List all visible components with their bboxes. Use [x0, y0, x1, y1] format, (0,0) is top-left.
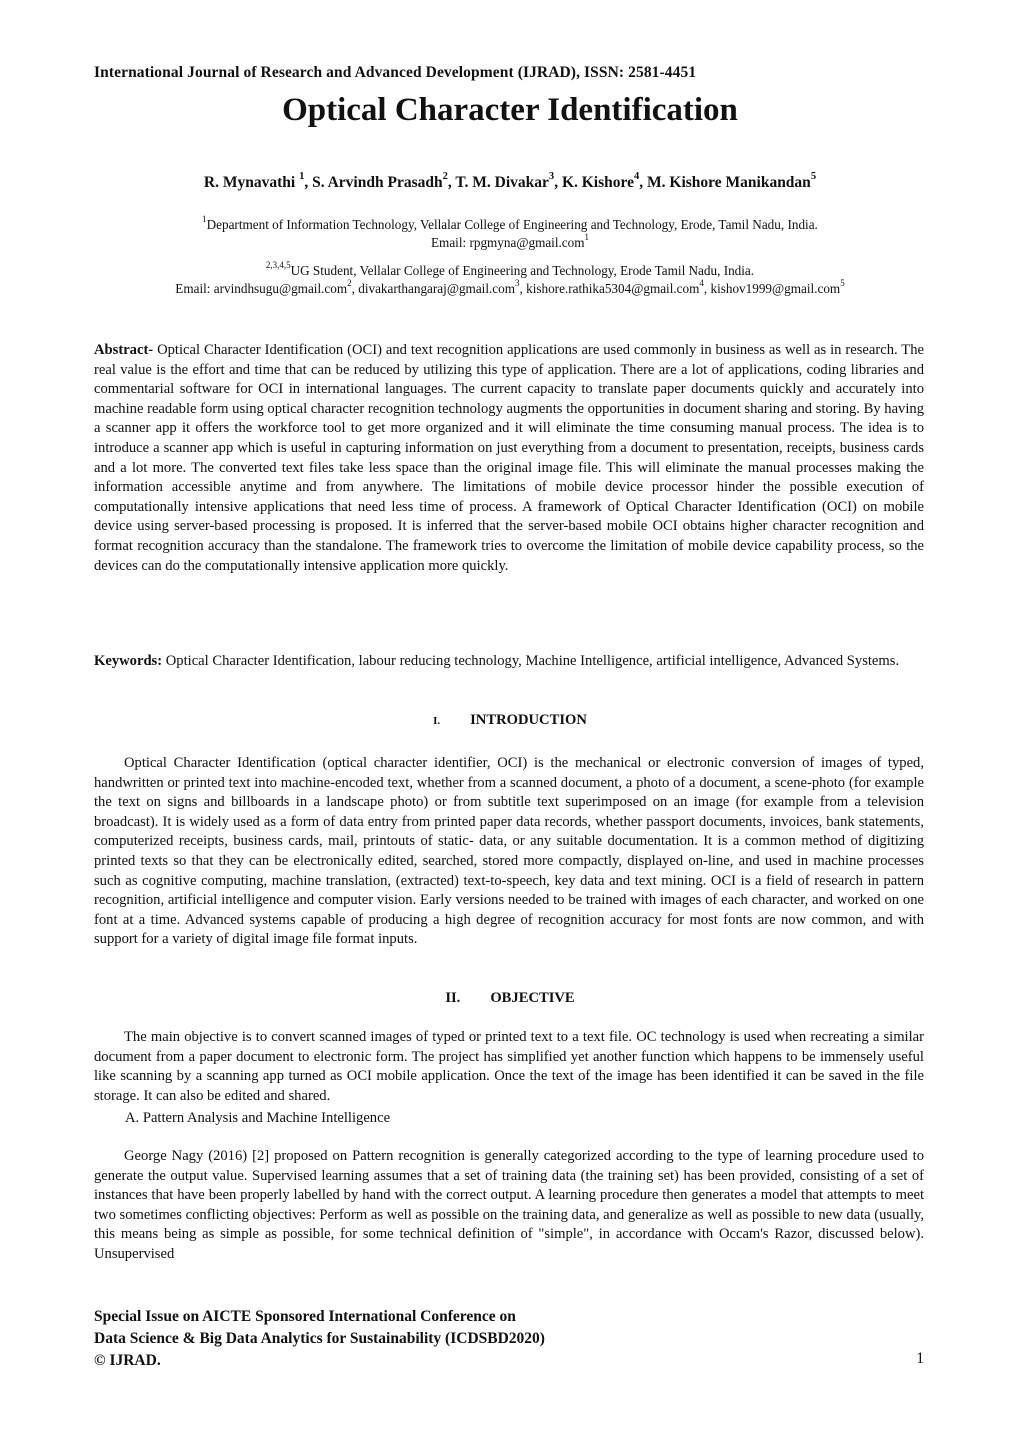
email-2[interactable]: Email: arvindhsugu@gmail.com: [175, 281, 348, 296]
footer-copyright: © IJRAD.: [94, 1352, 161, 1369]
footer-line-2: Data Science & Big Data Analytics for Sustainability (ICDSBD2020): [94, 1330, 545, 1347]
footer: [94, 1306, 545, 1372]
section-heading-objective: [0, 990, 1020, 1007]
page-number: 1: [916, 1350, 924, 1367]
section-heading-introduction: [0, 712, 1020, 729]
affiliation-2-text: UG Student, Vellalar College of Engineering and Technology, Erode Tamil Nadu, India.: [290, 263, 755, 278]
email-4-sup: 4: [699, 278, 704, 289]
author-4-sup: 4: [634, 171, 640, 183]
introduction-paragraph: Optical Character Identification (optical character identifier, OCI) is the mechanical or electronic conversion of images of typed, handwritten or printed text into machine-encoded text, whether from a scanned document, a photo of a document, a scene-photo (for example the text on signs and billboards in a landscape photo) or from subtitle text superimposed on an image (for example from a television broadcast). It is widely used as a form of data entry from printed paper data records, whether passport documents, invoices, bank statements, computerized receipts, business cards, mail, printouts of static- data, or any suitable documentation. It is a common method of digitizing printed texts so that they can be electronically edited, searched, stored more compactly, displayed on-line, and used in machine processes such as cognitive computing, machine translation, (extracted) text-to-speech, key data and text mining. OCI is a field of research in pattern recognition, artificial intelligence and computer vision. Early versions needed to be trained with images of each character, and worked on one font at a time. Advanced systems capable of producing a high degree of recognition accuracy for most fonts are now common, and with support for a variety of digital image file format inputs.: [94, 755, 924, 948]
affiliation-1-text: Department of Information Technology, Vellalar College of Engineering and Technology, Erode, Tamil Nadu, India.: [206, 217, 818, 232]
email-3[interactable]: , divakarthangaraj@gmail.com: [351, 281, 516, 296]
abstract-label: Abstract-: [94, 342, 154, 358]
email-3-sup: 3: [515, 278, 520, 289]
email-2-sup: 2: [347, 278, 352, 289]
author-5-sup: 5: [810, 171, 817, 183]
section-number: I.: [433, 715, 441, 727]
affiliation-1-email-sup: 1: [584, 232, 589, 243]
section-number: II.: [445, 990, 461, 1006]
objective-paragraph: The main objective is to convert scanned images of typed or printed text to a text file. OC technology is used when recreating a similar document from a paper document to electronic form. The project has simplified yet another function which happens to be immensely useful like scanning by a scanning app turned as OCI mobile application. Once the text of the image has been identified it can be saved in the file storage. It can also be edited and shared.: [94, 1029, 924, 1104]
author-1: R. Mynavathi: [203, 174, 300, 191]
email-5-sup: 5: [840, 278, 845, 289]
affiliation-1-email[interactable]: Email: rpgmyna@gmail.com: [431, 235, 585, 250]
affiliation-2: [0, 262, 1020, 298]
paper-title: Optical Character Identification: [282, 92, 738, 128]
author-2: , S. Arvindh Prasadh: [304, 174, 443, 191]
keywords-label: Keywords:: [94, 653, 163, 669]
author-2-sup: 2: [442, 171, 448, 183]
section-title: INTRODUCTION: [470, 712, 587, 728]
author-4: , K. Kishore: [554, 174, 634, 191]
author-5: , M. Kishore Manikandan: [639, 174, 811, 191]
affiliation-1: [0, 216, 1020, 252]
email-4[interactable]: , kishore.rathika5304@gmail.com: [519, 281, 700, 296]
author-list: [0, 171, 1020, 192]
abstract-paragraph: [94, 341, 924, 576]
section-title: OBJECTIVE: [490, 990, 575, 1006]
author-3: , T. M. Divakar: [447, 174, 549, 191]
author-1-sup: 1: [299, 171, 305, 183]
keywords-text: Optical Character Identification, labour reducing technology, Machine Intelligence, artificial intelligence, Advanced Systems.: [162, 653, 900, 669]
subsection-heading: A. Pattern Analysis and Machine Intelligence: [125, 1110, 391, 1126]
journal-header: International Journal of Research and Advanced Development (IJRAD), ISSN: 2581-4451: [94, 64, 697, 81]
pattern-analysis-paragraph: George Nagy (2016) [2] proposed on Pattern recognition is generally categorized according to the type of learning procedure used to generate the output value. Supervised learning assumes that a set of training data (the training set) has been provided, consisting of a set of instances that have been properly labelled by hand with the correct output. A learning procedure then generates a model that attempts to meet two sometimes conflicting objectives: Perform as well as possible on the training data, and generalize as well as possible to new data (usually, this means being as simple as possible, for some technical definition of "simple", in accordance with Occam's Razor, discussed below). Unsupervised: [94, 1148, 924, 1262]
footer-line-1: Special Issue on AICTE Sponsored International Conference on: [94, 1308, 516, 1325]
affiliation-1-sup: 1: [202, 214, 207, 225]
keywords-paragraph: [94, 652, 924, 672]
email-5[interactable]: , kishov1999@gmail.com: [703, 281, 841, 296]
abstract-text: Optical Character Identification (OCI) and text recognition applications are used commonly in business as well as in research. The real value is the effort and time that can be reduced by utilizing this type of application. There are a lot of applications, coding libraries and commentarial software for OCI in international languages. The current capacity to translate paper documents quickly and accurately into machine readable form using optical character recognition technology augments the opportunities in document sharing and storing. By having a scanner app it offers the workforce tool to get more organized and it will eliminate the time consuming manual process. The idea is to introduce a scanner app which is useful in capturing information on just everything from a document to presentation, receipts, business cards and a lot more. The converted text files take less space than the original image file. This will eliminate the manual processes making the information accessible anytime and from anywhere. The limitations of mobile device processor hinder the possible execution of computationally intensive applications that need less time of process. A framework of Optical Character Identification (OCI) on mobile device using server-based processing is proposed. It is inferred that the server-based mobile OCI obtains higher character recognition and format recognition accuracy than the standalone. The framework tries to overcome the limitation of mobile device capability process, so the devices can do the computationally intensive application more quickly.: [94, 342, 924, 574]
author-3-sup: 3: [548, 171, 555, 183]
affiliation-2-sup: 2,3,4,5: [265, 260, 291, 271]
